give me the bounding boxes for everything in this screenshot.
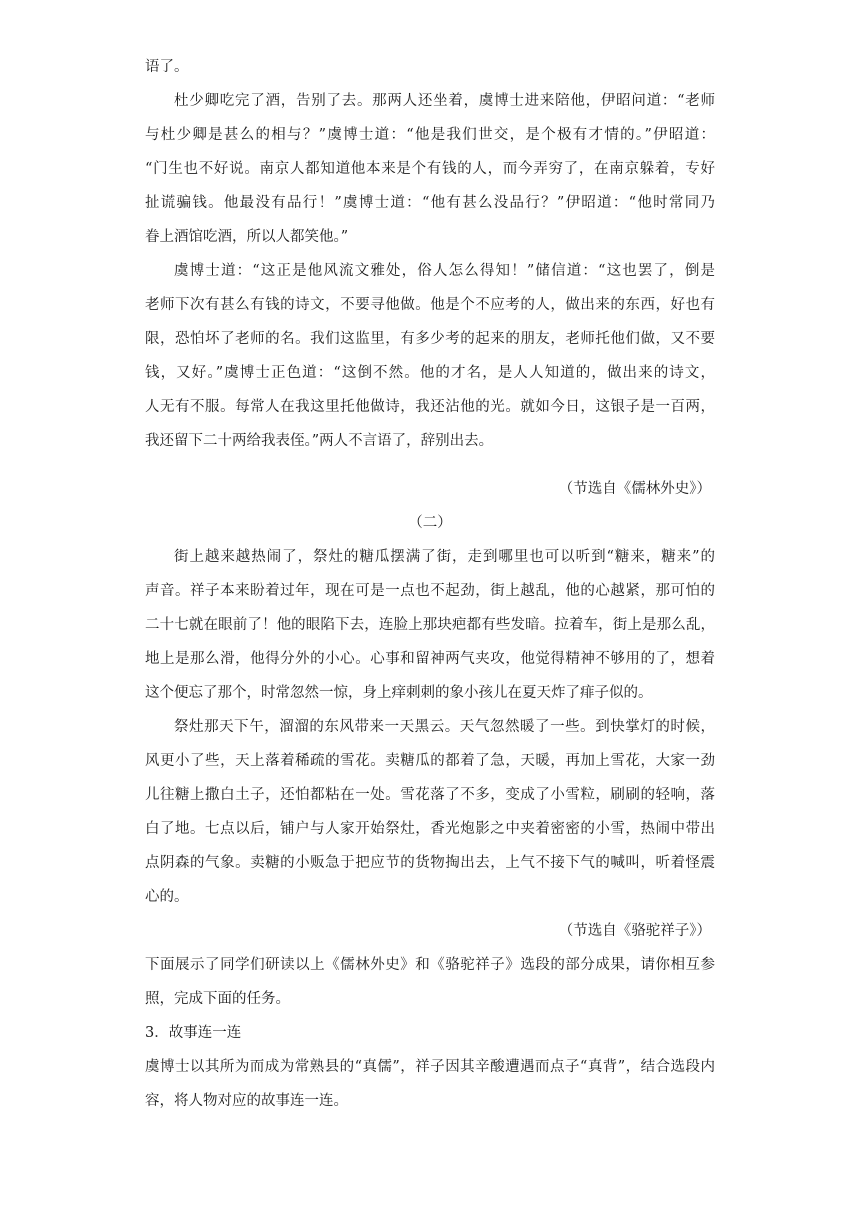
text-line: 点阴森的气象。卖糖的小贩急于把应节的货物掏出去，上气不接下气的喊叫，听着怪震 [145,855,715,871]
text-line: 儿往糖上撒白土子，还怕都粘在一处。雪花落了不多，变成了小雪粒，刷刷的轻响，落 [145,787,715,803]
text-line: 老师下次有甚么有钱的诗文，不要寻他做。他是个不应考的人，做出来的东西，好也有 [145,297,715,313]
text-line: 限，恐怕坏了老师的名。我们这监里，有多少考的起来的朋友，老师托他们做，又不要 [145,331,715,347]
passage-ru-lin-wai-shi [145,50,715,458]
text-line: 语了。 [145,59,189,75]
text-line: 扯谎骗钱。他最没有品行！”虞博士道：“他有甚么没品行？”伊昭道：“他时常同乃 [145,195,715,211]
source-citation-rulinwaishi: （节选自《儒林外史》） [558,481,711,497]
source-note-2 [145,914,715,948]
text-line: 声音。祥子本来盼着过年，现在可是一点也不起劲，街上越乱，他的心越紧，那可怕的 [145,583,715,599]
text-line: 眷上酒馆吃酒，所以人都笑他。” [145,229,349,245]
text-line: 虞博士以其所为而成为常熟县的“真儒”，祥子因其辛酸遭遇而点子“真背”，结合选段内 [145,1059,715,1075]
text-line: 我还留下二十两给我表侄。”两人不言语了，辞别出去。 [145,433,494,449]
text-line: 人无有不服。每常人在我这里托他做诗，我还沾他的光。就如今日，这银子是一百两， [145,399,715,415]
text-line: 照，完成下面的任务。 [145,991,290,1007]
text-line: 与杜少卿是甚么的相与？”虞博士道：“他是我们世交，是个极有才情的。”伊昭道： [145,127,715,143]
text-line: 容，将人物对应的故事连一连。 [145,1093,348,1109]
passage-luo-tuo-xiang-zi [145,540,715,914]
source-note-1 [145,472,715,506]
question-3-title [145,1016,715,1050]
text-line: 白了地。七点以后，铺户与人家开始祭灶，香光炮影之中夹着密密的小雪，热闹中带出 [145,821,715,837]
text-line: 杜少卿吃完了酒，告别了去。那两人还坐着，虞博士进来陪他，伊昭问道：“老师 [174,93,715,109]
text-line: 钱，又好。”虞博士正色道：“这倒不然。他的才名，是人人知道的，做出来的诗文， [145,365,715,381]
source-citation-luotuoxiangzi: （节选自《骆驼祥子》） [558,923,711,939]
section-heading-2 [145,506,715,540]
text-line: 这个便忘了那个，时常忽然一惊，身上痒刺刺的象小孩儿在夏天炸了痱子似的。 [145,685,653,701]
text-line: 地上是那么滑，他得分外的小心。心事和留神两气夹攻，他觉得精神不够用的了，想着 [145,651,715,667]
text-line: “门生也不好说。南京人都知道他本来是个有钱的人，而今弄穷了，在南京躲着，专好 [145,161,715,177]
section-number: （二） [408,515,452,531]
text-line: 祭灶那天下午，溜溜的东风带来一天黑云。天气忽然暖了一些。到快掌灯的时候， [174,719,715,735]
question-3-body [145,1050,715,1118]
text-line: 二十七就在眼前了！他的眼陷下去，连脸上那块疤都有些发暗。拉着车，街上是那么乱， [145,617,715,633]
text-line: 下面展示了同学们研读以上《儒林外史》和《骆驼祥子》选段的部分成果，请你相互参 [145,957,715,973]
text-line: 街上越来越热闹了，祭灶的糖瓜摆满了街，走到哪里也可以听到“糖来，糖来”的 [174,549,715,565]
task-intro [145,948,715,1016]
text-line: 风更小了些，天上落着稀疏的雪花。卖糖瓜的都着了急，天暖，再加上雪花，大家一劲 [145,753,715,769]
text-line: 虞博士道：“这正是他风流文雅处，俗人怎么得知！”储信道：“这也罢了，倒是 [174,263,715,279]
text-line: 心的。 [145,889,189,905]
question-title: 3．故事连一连 [145,1025,242,1041]
